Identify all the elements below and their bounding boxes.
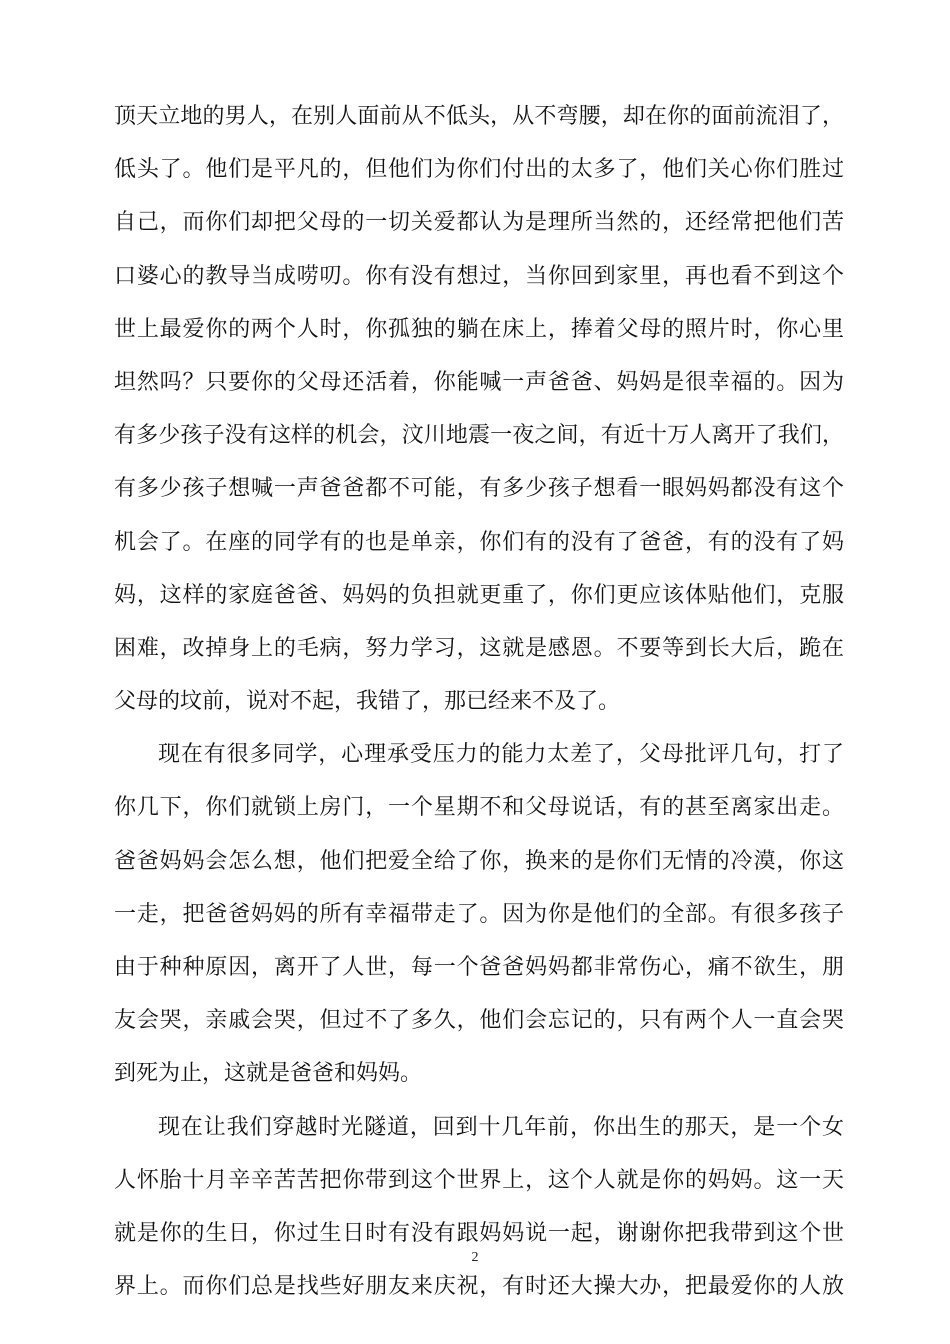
text-line: 界上。而你们总是找些好朋友来庆祝，有时还大操大办，把最爱你的人放: [114, 1274, 844, 1300]
text-line: 机会了。在座的同学有的也是单亲，你们有的没有了爸爸，有的没有了妈: [114, 529, 844, 555]
text-line: 坦然吗？只要你的父母还活着，你能喊一声爸爸、妈妈是很幸福的。因为: [114, 369, 844, 395]
text-line: 妈，这样的家庭爸爸、妈妈的负担就更重了，你们更应该体贴他们，克服: [114, 582, 844, 608]
text-line: 口婆心的教导当成唠叨。你有没有想过，当你回到家里，再也看不到这个: [114, 263, 844, 289]
body-text: [114, 90, 844, 1313]
text-line: 友会哭，亲戚会哭，但过不了多久，他们会忘记的，只有两个人一直会哭: [114, 1008, 844, 1034]
page-number: 2: [471, 1250, 479, 1265]
text-line: 到死为止，这就是爸爸和妈妈。: [114, 1061, 423, 1087]
text-line: 困难，改掉身上的毛病，努力学习，这就是感恩。不要等到长大后，跪在: [114, 635, 844, 661]
text-line: 世上最爱你的两个人时，你孤独的躺在床上，捧着父母的照片时，你心里: [114, 316, 844, 342]
text-line: 爸爸妈妈会怎么想，他们把爱全给了你，换来的是你们无情的冷漠，你这: [114, 848, 844, 874]
text-line: 由于种种原因，离开了人世，每一个爸爸妈妈都非常伤心，痛不欲生，朋: [114, 955, 844, 980]
text-line: 一走，把爸爸妈妈的所有幸福带走了。因为你是他们的全部。有很多孩子: [114, 901, 844, 927]
paragraph-first-line: 现在有很多同学，心理承受压力的能力太差了，父母批评几句，打了: [158, 742, 844, 768]
text-line: 就是你的生日，你过生日时有没有跟妈妈说一起，谢谢你把我带到这个世: [114, 1220, 844, 1246]
paragraph-first-line: 现在让我们穿越时光隧道，回到十几年前，你出生的那天，是一个女: [158, 1114, 844, 1140]
text-line: 有多少孩子没有这样的机会，汶川地震一夜之间，有近十万人离开了我们，: [114, 423, 844, 449]
text-line: 你几下，你们就锁上房门，一个星期不和父母说话，有的甚至离家出走。: [114, 795, 844, 821]
text-line: 低头了。他们是平凡的，但他们为你们付出的太多了，他们关心你们胜过: [114, 157, 844, 183]
text-line: 顶天立地的男人，在别人面前从不低头，从不弯腰，却在你的面前流泪了，: [114, 104, 844, 129]
text-line: 父母的坟前，说对不起，我错了，那已经来不及了。: [114, 689, 621, 715]
text-line: 自己，而你们却把父母的一切关爱都认为是理所当然的，还经常把他们苦: [114, 210, 844, 236]
text-line: 人怀胎十月辛辛苦苦把你带到这个世界上，这个人就是你的妈妈。这一天: [114, 1167, 844, 1193]
text-line: 有多少孩子想喊一声爸爸都不可能，有多少孩子想看一眼妈妈都没有这个: [114, 476, 844, 502]
